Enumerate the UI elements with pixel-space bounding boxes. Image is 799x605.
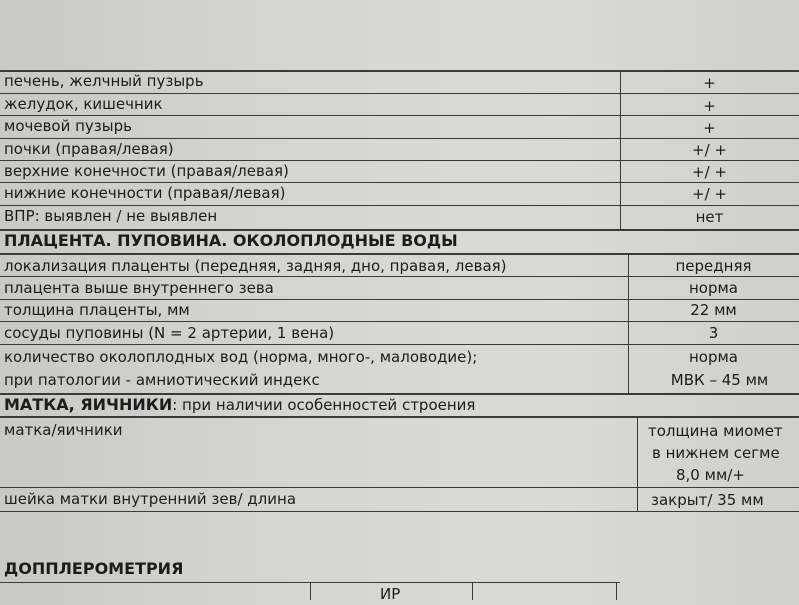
- organ-label: верхние конечности (правая/левая): [4, 162, 289, 180]
- organ-label: мочевой пузырь: [4, 117, 132, 135]
- placenta-value: передняя: [675, 257, 752, 275]
- fluid-value-2: МВК – 45 мм: [670, 371, 769, 389]
- doppler-col-ir: ИР: [380, 585, 401, 603]
- organ-value: нет: [695, 208, 724, 226]
- doppler-heading: ДОППЛЕРОМЕТРИЯ: [4, 559, 184, 578]
- uterus-value-line: толщина миомет: [648, 422, 783, 440]
- placenta-value: 3: [708, 324, 719, 342]
- organ-label: почки (правая/левая): [4, 140, 174, 158]
- fluid-value-1: норма: [688, 348, 738, 366]
- uterus-value-line: в нижнем сегме: [652, 444, 780, 462]
- placenta-heading: ПЛАЦЕНТА. ПУПОВИНА. ОКОЛОПЛОДНЫЕ ВОДЫ: [4, 231, 458, 250]
- organ-value: +/ +: [692, 141, 727, 159]
- organ-label: желудок, кишечник: [4, 95, 163, 113]
- uterus-label: матка/яичники: [4, 421, 123, 439]
- placenta-label: плацента выше внутреннего зева: [4, 279, 274, 297]
- placenta-label: локализация плаценты (передняя, задняя, дно, правая, левая): [4, 257, 507, 275]
- organ-value: +/ +: [692, 163, 727, 181]
- organ-value: +/ +: [692, 185, 727, 203]
- placenta-value: норма: [688, 279, 738, 297]
- uterus-heading: МАТКА, ЯИЧНИКИ: [4, 395, 173, 414]
- uterus-heading-row: [4, 394, 475, 416]
- fluid-label-1: количество околоплодных вод (норма, много-, маловодие);: [4, 348, 478, 366]
- organ-label: печень, желчный пузырь: [4, 72, 204, 90]
- organ-label: ВПР: выявлен / не выявлен: [4, 207, 218, 225]
- organ-value: +: [703, 97, 716, 115]
- placenta-label: толщина плаценты, мм: [4, 301, 190, 319]
- cervix-value: закрыт/ 35 мм: [651, 491, 764, 509]
- organ-value: +: [703, 74, 716, 92]
- cervix-label: шейка матки внутренний зев/ длина: [4, 490, 297, 508]
- organ-value: +: [703, 119, 716, 137]
- placenta-label: сосуды пуповины (N = 2 артерии, 1 вена): [4, 324, 335, 342]
- fluid-label-2: при патологии - амниотический индекс: [4, 371, 320, 389]
- placenta-value: 22 мм: [690, 301, 737, 319]
- uterus-value-line: 8,0 мм/+: [676, 466, 745, 484]
- uterus-heading-note: : при наличии особенностей строения: [172, 396, 476, 414]
- organ-label: нижние конечности (правая/левая): [4, 184, 286, 202]
